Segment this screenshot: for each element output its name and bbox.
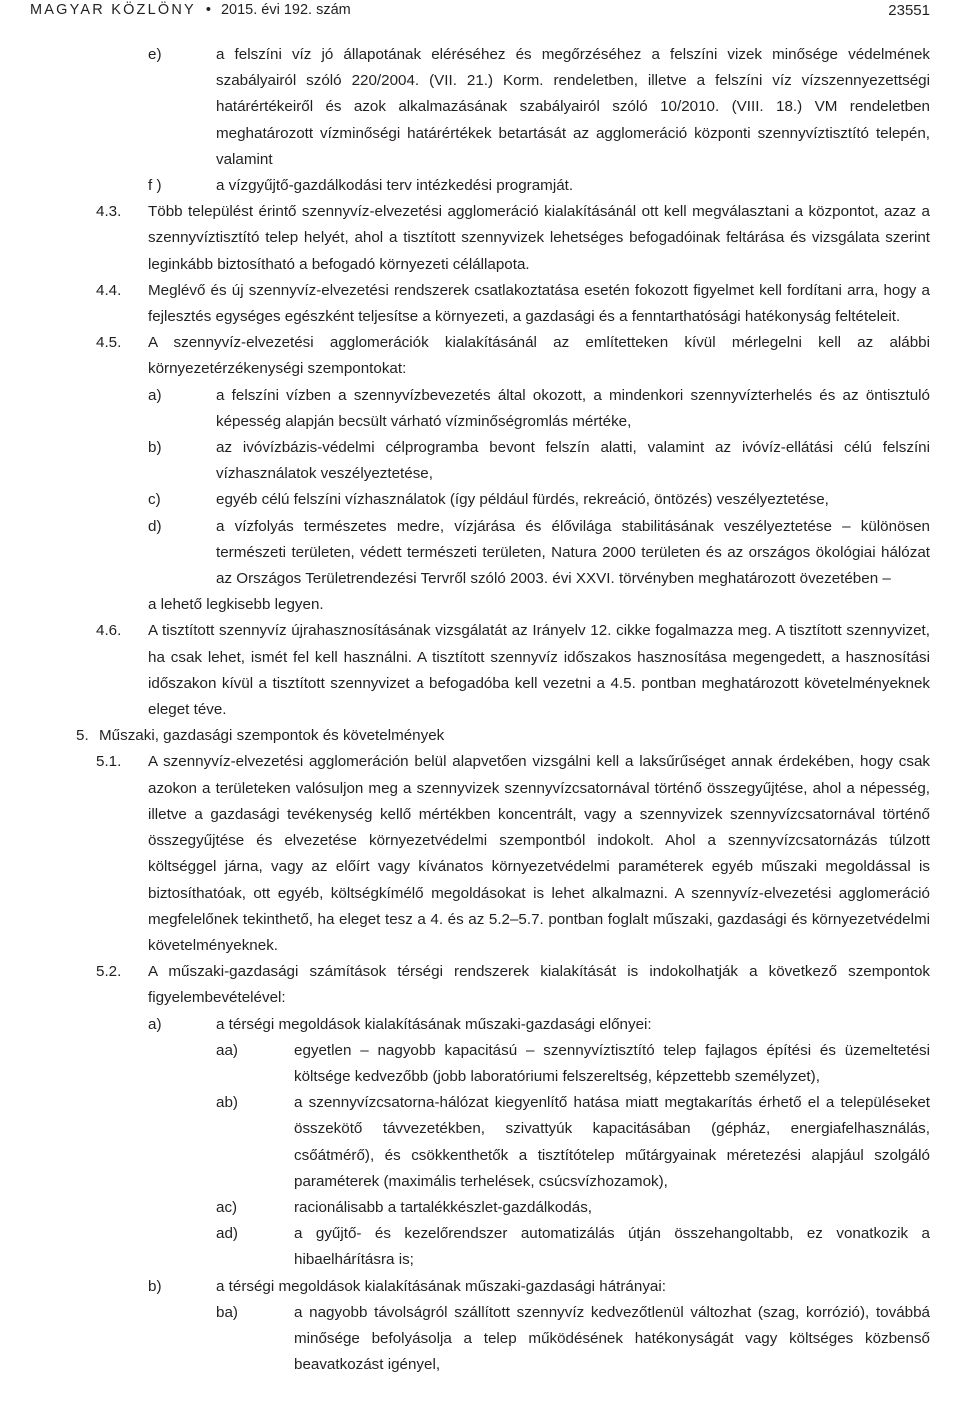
paragraph-label: ba) (216, 1303, 238, 1321)
publication-title: MAGYAR KÖZLÖNY (30, 2, 196, 18)
paragraph (0, 749, 960, 959)
paragraph-label: 5.2. (96, 963, 122, 981)
paragraph-text: Több települést érintő szennyvíz-elvezetési agglomeráció kialakításánál ott kell megválasztani a központot, azaz a szennyvíztisztító telep helyét, ahol a tisztított szennyvizek lehetséges befogadóinak feltárása és vizsgálata szerint leginkább biztosítható a befogadó környezeti célállapota. (148, 203, 930, 273)
paragraph-label: e) (148, 46, 162, 63)
paragraph (0, 199, 960, 278)
paragraph-text: a felszíni víz jó állapotának eléréséhez és megőrzéséhez a felszíni vizek minősége védelmének szabályairól szóló 220/2004. (VII. 21.) Korm. rendeletben, illetve a felszíni víz vízszennyezettségi határértékeiről és azok alkalmazásának szabályairól szóló 10/2010. (VIII. 18.) VM rendeletben meghatározott vízminőségi határértékek betartását az agglomeráció központi szennyvíztisztító telepén, valamint (216, 46, 930, 168)
paragraph-label: 4.4. (96, 281, 122, 299)
paragraph (0, 42, 960, 173)
paragraph-label: a) (148, 1015, 162, 1033)
paragraph (0, 592, 960, 618)
page-number: 23551 (888, 2, 930, 19)
paragraph-text: racionálisabb a tartalékkészlet-gazdálkodás, (294, 1198, 593, 1216)
paragraph-text: a szennyvízcsatorna-hálózat kiegyenlítő hatása miatt megtakarítás érhető el a településeket összekötő távvezetékben, szivattyúk kapacitásában (gépház, energiafelhasználás, csőátmérő), és csökkenthetők a tisztítótelep műtárgyainak méretezési alapjául szolgáló paraméterek (maximális terhelések, csúcsvízhozamok), (294, 1094, 930, 1190)
paragraph-label: 4.3. (96, 203, 122, 221)
paragraph-label: b) (148, 439, 162, 457)
paragraph (0, 618, 960, 723)
paragraph (0, 959, 960, 1011)
paragraph (0, 1038, 960, 1090)
paragraph-label: b) (148, 1277, 162, 1295)
paragraph-label: d) (148, 517, 162, 535)
header-separator: • (205, 2, 211, 18)
paragraph-text: a felszíni vízben a szennyvízbevezetés által okozott, a mindenkori szennyvízterhelés és az öntisztuló képesség alapján becsült várható vízminőségromlás mértéke, (216, 386, 930, 430)
paragraph (0, 1300, 960, 1379)
paragraph-label: 4.6. (96, 622, 122, 640)
paragraph-text: A tisztított szennyvíz újrahasznosításának vizsgálatát az Irányelv 12. cikke fogalmazza meg. A tisztított szennyvizet, ha csak lehet, ismét fel kell használni. A tisztított szennyvíz időszakos hasznosítása megengedett, a hasznosítási időszakon kívül a tisztított szennyvizet a befogadóba kell vezetni a 4.5. pontban meghatározott követelményeknek eleget téve. (148, 622, 930, 719)
paragraph (0, 330, 960, 382)
paragraph (0, 278, 960, 330)
paragraph-text: a térségi megoldások kialakításának műszaki-gazdasági előnyei: (216, 1015, 652, 1033)
paragraph-text: a gyűjtő- és kezelőrendszer automatizálás útján összehangoltabb, ez vonatkozik a hibaelhárításra is; (294, 1225, 930, 1269)
paragraph-label: ab) (216, 1094, 238, 1112)
paragraph (0, 1012, 960, 1038)
paragraph (0, 1221, 960, 1273)
paragraph-text: a vízgyűjtő-gazdálkodási terv intézkedési programját. (216, 177, 574, 195)
paragraph-label: f ) (148, 177, 162, 195)
paragraph-label: 5.1. (96, 753, 122, 771)
paragraph (0, 487, 960, 513)
paragraph-text: A szennyvíz-elvezetési agglomeráción belül alapvetően vizsgálni kell a laksűrűséget annak érdekében, hogy csak azokon a területeken valósuljon meg a szennyvizek szennyvízcsatornával történő összegyűjtése, ahol a népesség, illetve a gazdasági tevékenység kellő mértékben koncentrált, vagy a szennyvizek szennyvízcsatornával történő összegyűjtése és elvezetése környezetvédelmi szempontból indokolt. Ahol a szennyvízcsatornázás túlzott költséggel járna, vagy az előírt vagy kívánatos környezetvédelmi paraméterek egyéb műszaki megoldással is biztosíthatóak, ott egyéb, költségkímélő megoldásokat is lehet alkalmazni. A szennyvíz-elvezetési agglomeráció megfelelőnek tekinthető, ha eleget tesz a 4. és az 5.2–5.7. pontban foglalt műszaki, gazdasági és környezetvédelmi követelményeknek. (148, 753, 930, 954)
paragraph-text: a nagyobb távolságról szállított szennyvíz kedvezőtlenül változhat (szag, korrózió), továbbá minősége befolyásolja a telep működésének hatékonyságát vagy költséges közbenső beavatkozást igényel, (294, 1303, 930, 1374)
header-left (30, 2, 351, 18)
paragraph-text: A szennyvíz-elvezetési agglomerációk kialakításánál az említetteken kívül mérlegelni kell az alábbi környezetérzékenységi szempontokat: (148, 334, 930, 378)
section-heading: Műszaki, gazdasági szempontok és követelmények (99, 727, 445, 745)
paragraph-label: 5. (76, 727, 89, 745)
paragraph (0, 1195, 960, 1221)
paragraph (0, 514, 960, 593)
paragraph (0, 1090, 960, 1195)
page-header (30, 2, 930, 24)
paragraph (0, 435, 960, 487)
paragraph-label: a) (148, 386, 162, 404)
document-body (0, 42, 960, 1378)
paragraph-label: aa) (216, 1041, 238, 1059)
paragraph-label: 4.5. (96, 334, 122, 352)
paragraph-text: az ivóvízbázis-védelmi célprogramba bevont felszín alatti, valamint az ivóvíz-ellátási célú felszíni vízhasználatok veszélyeztetése, (216, 439, 930, 483)
paragraph-text: a vízfolyás természetes medre, vízjárása és élővilága stabilitásának veszélyeztetése – különösen természeti területen, védett természeti területen, Natura 2000 területen és az országos ökológiai hálózat az Országos Területrendezési Tervről szóló 2003. évi XXVI. törvényben meghatározott övezetében – (216, 517, 930, 588)
paragraph (0, 383, 960, 435)
paragraph-text: egyéb célú felszíni vízhasználatok (így például fürdés, rekreáció, öntözés) veszélyeztetése, (216, 491, 829, 509)
paragraph (0, 173, 960, 199)
issue-info: 2015. évi 192. szám (220, 2, 351, 18)
paragraph (0, 1274, 960, 1300)
paragraph (0, 723, 960, 749)
paragraph-text: a térségi megoldások kialakításának műszaki-gazdasági hátrányai: (216, 1277, 666, 1295)
paragraph-label: ad) (216, 1225, 238, 1243)
paragraph-text: a lehető legkisebb legyen. (148, 596, 324, 614)
paragraph-text: egyetlen – nagyobb kapacitású – szennyvíztisztító telep fajlagos építési és üzemeltetési költsége kedvezőbb (jobb laboratóriumi felszereltség, képzettebb személyzet), (294, 1041, 930, 1085)
paragraph-text: A műszaki-gazdasági számítások térségi rendszerek kialakítását is indokolhatják a következő szempontok figyelembevételével: (148, 963, 930, 1007)
paragraph-label: ac) (216, 1198, 238, 1216)
paragraph-text: Meglévő és új szennyvíz-elvezetési rendszerek csatlakoztatása esetén fokozott figyelmet kell fordítani arra, hogy a fejlesztés egységes egészként teljesítse a környezeti, a gazdasági és a fenntarthatósági hatékonyság feltételeit. (148, 281, 930, 326)
paragraph-label: c) (148, 491, 161, 509)
